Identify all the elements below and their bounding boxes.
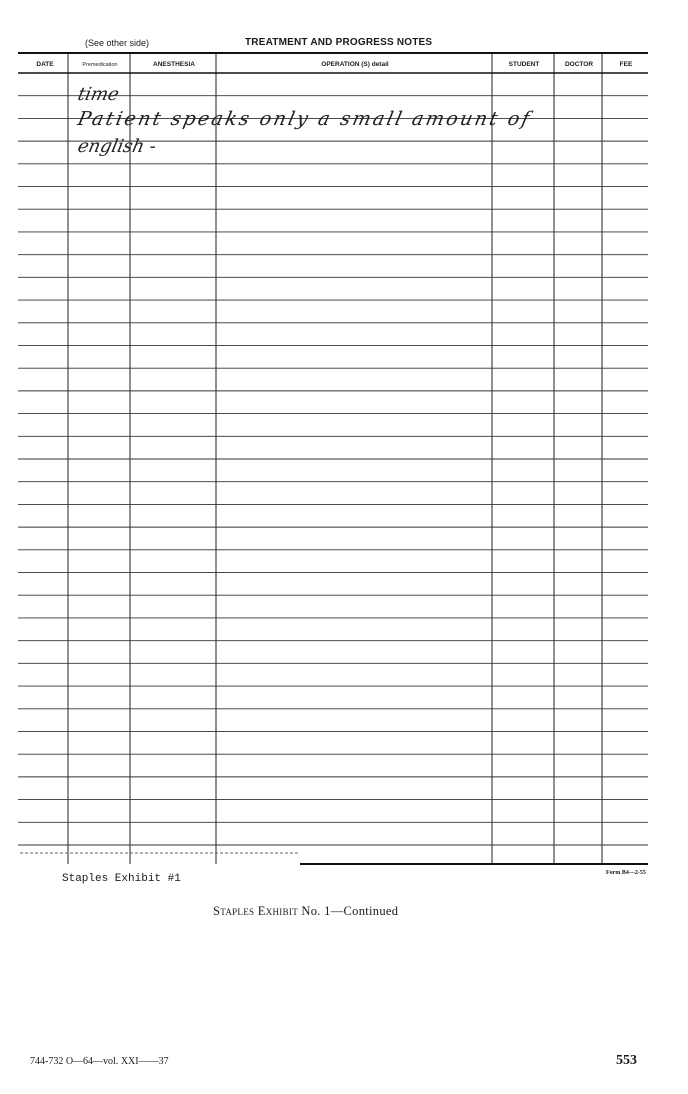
col-header-anesthesia: ANESTHESIA xyxy=(153,61,195,68)
exhibit-caption xyxy=(213,904,398,919)
caption-name: Staples Exhibit xyxy=(213,904,298,918)
form-number: Form B4—2-55 xyxy=(606,870,646,876)
col-header-premedication: Premedication xyxy=(82,62,118,68)
exhibit-label: Staples Exhibit #1 xyxy=(62,873,181,885)
col-header-student: STUDENT xyxy=(508,61,540,68)
col-header-fee: FEE xyxy=(619,61,633,68)
handwritten-line-2: Patient speaks only a small amount of xyxy=(75,108,534,130)
see-other-side-note: (See other side) xyxy=(85,38,150,48)
handwritten-line-1: time xyxy=(75,84,121,105)
form-title: TREATMENT AND PROGRESS NOTES xyxy=(245,37,433,48)
col-header-date: DATE xyxy=(36,61,54,68)
handwritten-line-3: english - xyxy=(75,136,159,157)
print-code: 744-732 O—64—vol. XXI——37 xyxy=(30,1056,169,1067)
col-header-operation: OPERATION (S) detail xyxy=(321,61,389,68)
page-number: 553 xyxy=(616,1053,637,1068)
caption-rest: No. 1—Continued xyxy=(298,904,399,918)
col-header-doctor: DOCTOR xyxy=(564,61,594,68)
